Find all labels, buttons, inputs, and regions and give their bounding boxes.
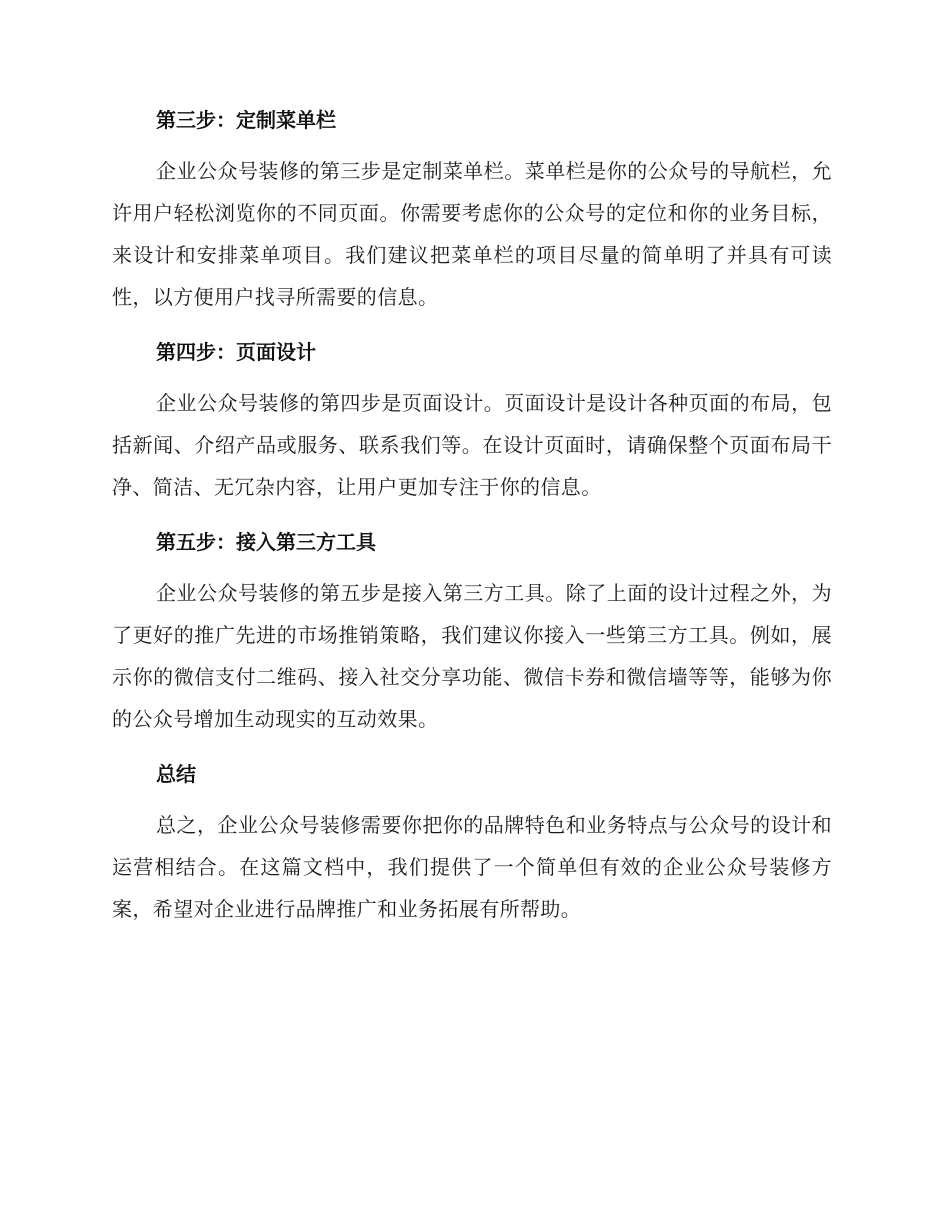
- section-heading: 第三步：定制菜单栏: [156, 108, 336, 132]
- section-step-three: [112, 106, 832, 318]
- section-paragraph: 企业公众号装修的第五步是接入第三方工具。除了上面的设计过程之外，为了更好的推广先进的市场推销策略，我们建议你接入一些第三方工具。例如，展示你的微信支付二维码、接入社交分享功能、微信卡券和微信墙等等，能够为你的公众号增加生动现实的互动效果。: [112, 581, 832, 731]
- section-step-five: [112, 528, 832, 740]
- section-step-four: [112, 338, 832, 508]
- section-heading: 第四步：页面设计: [156, 340, 316, 364]
- document-page: [112, 106, 832, 950]
- section-summary: [112, 760, 832, 930]
- section-heading: 第五步：接入第三方工具: [156, 530, 376, 554]
- section-paragraph: 总之，企业公众号装修需要你把你的品牌特色和业务特点与公众号的设计和运营相结合。在这篇文档中，我们提供了一个简单但有效的企业公众号装修方案，希望对企业进行品牌推广和业务拓展有所帮助。: [112, 813, 832, 921]
- section-paragraph: 企业公众号装修的第三步是定制菜单栏。菜单栏是你的公众号的导航栏，允许用户轻松浏览你的不同页面。你需要考虑你的公众号的定位和你的业务目标，来设计和安排菜单项目。我们建议把菜单栏的项目尽量的简单明了并具有可读性，以方便用户找寻所需要的信息。: [112, 159, 832, 309]
- section-heading: 总结: [156, 762, 196, 786]
- section-paragraph: 企业公众号装修的第四步是页面设计。页面设计是设计各种页面的布局，包括新闻、介绍产品或服务、联系我们等。在设计页面时，请确保整个页面布局干净、简洁、无冗杂内容，让用户更加专注于你的信息。: [112, 391, 832, 499]
